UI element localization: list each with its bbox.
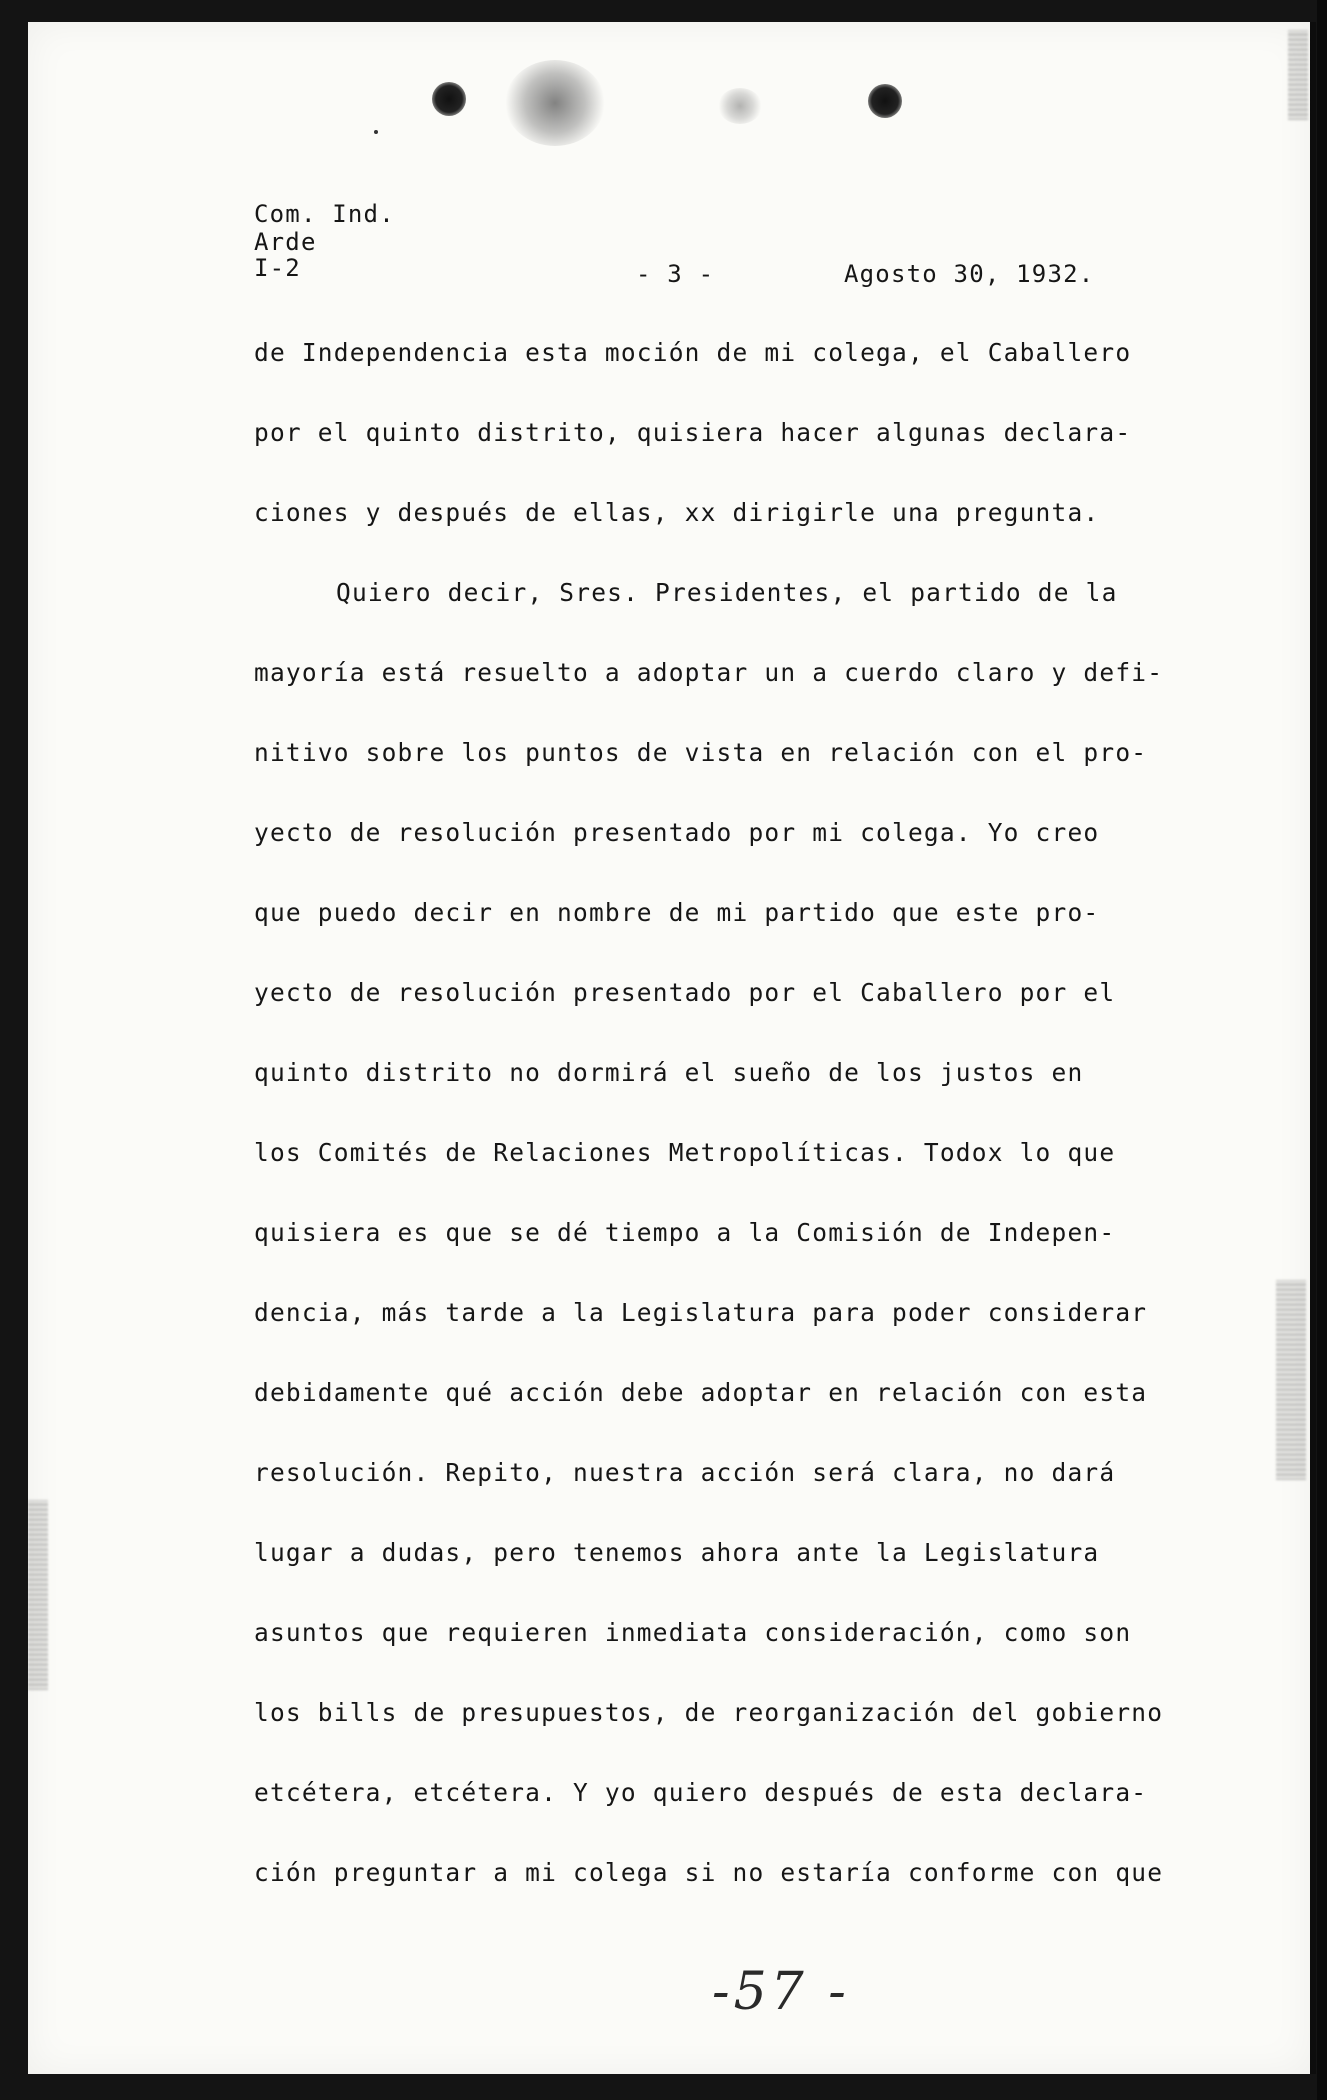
body-line: quisiera es que se dé tiempo a la Comisión de Indepen- [254, 1218, 1116, 1247]
body-line: los bills de presupuestos, de reorganización del gobierno [254, 1698, 1164, 1727]
handwritten-page-number: -57 - [712, 1962, 850, 2022]
body-line: por el quinto distrito, quisiera hacer algunas declara- [254, 418, 1132, 447]
body-line: que puedo decir en nombre de mi partido que este pro- [254, 898, 1100, 927]
body-line: ción preguntar a mi colega si no estaría conforme con que [254, 1858, 1164, 1887]
edge-noise-right [1276, 1280, 1306, 1480]
punch-hole-right [868, 84, 902, 118]
edge-noise-left [28, 1500, 48, 1690]
body-line: dencia, más tarde a la Legislatura para poder considerar [254, 1298, 1148, 1327]
document-date: Agosto 30, 1932. [844, 260, 1095, 288]
body-line: nitivo sobre los puntos de vista en relación con el pro- [254, 738, 1148, 767]
body-line: lugar a dudas, pero tenemos ahora ante la Legislatura [254, 1538, 1100, 1567]
speck [374, 130, 378, 134]
smudge-top-center [505, 60, 605, 146]
page-marker: - 3 - [636, 260, 715, 288]
body-line: los Comités de Relaciones Metropolíticas. Todox lo que [254, 1138, 1116, 1167]
body-line: debidamente qué acción debe adoptar en relación con esta [254, 1378, 1148, 1407]
document-page [28, 22, 1316, 2074]
edge-noise-right-top [1288, 30, 1308, 120]
body-line: ciones y después de ellas, xx dirigirle una pregunta. [254, 498, 1100, 527]
body-line: yecto de resolución presentado por mi colega. Yo creo [254, 818, 1100, 847]
body-line: etcétera, etcétera. Y yo quiero después de esta declara- [254, 1778, 1148, 1807]
film-edge [1317, 0, 1327, 2100]
body-line: asuntos que requieren inmediata consideración, como son [254, 1618, 1132, 1647]
body-line: de Independencia esta moción de mi colega, el Caballero [254, 338, 1132, 367]
body-line: yecto de resolución presentado por el Caballero por el [254, 978, 1116, 1007]
smudge-top-small [718, 88, 762, 124]
punch-hole-left [432, 82, 466, 116]
header-line-1: Com. Ind. [254, 200, 395, 228]
body-line: quinto distrito no dormirá el sueño de los justos en [254, 1058, 1084, 1087]
header-line-2: Arde [254, 228, 317, 256]
body-line: mayoría está resuelto a adoptar un a cuerdo claro y defi- [254, 658, 1164, 687]
body-line: Quiero decir, Sres. Presidentes, el partido de la [336, 578, 1118, 607]
header-line-3: I-2 [254, 254, 301, 282]
body-line: resolución. Repito, nuestra acción será clara, no dará [254, 1458, 1116, 1487]
